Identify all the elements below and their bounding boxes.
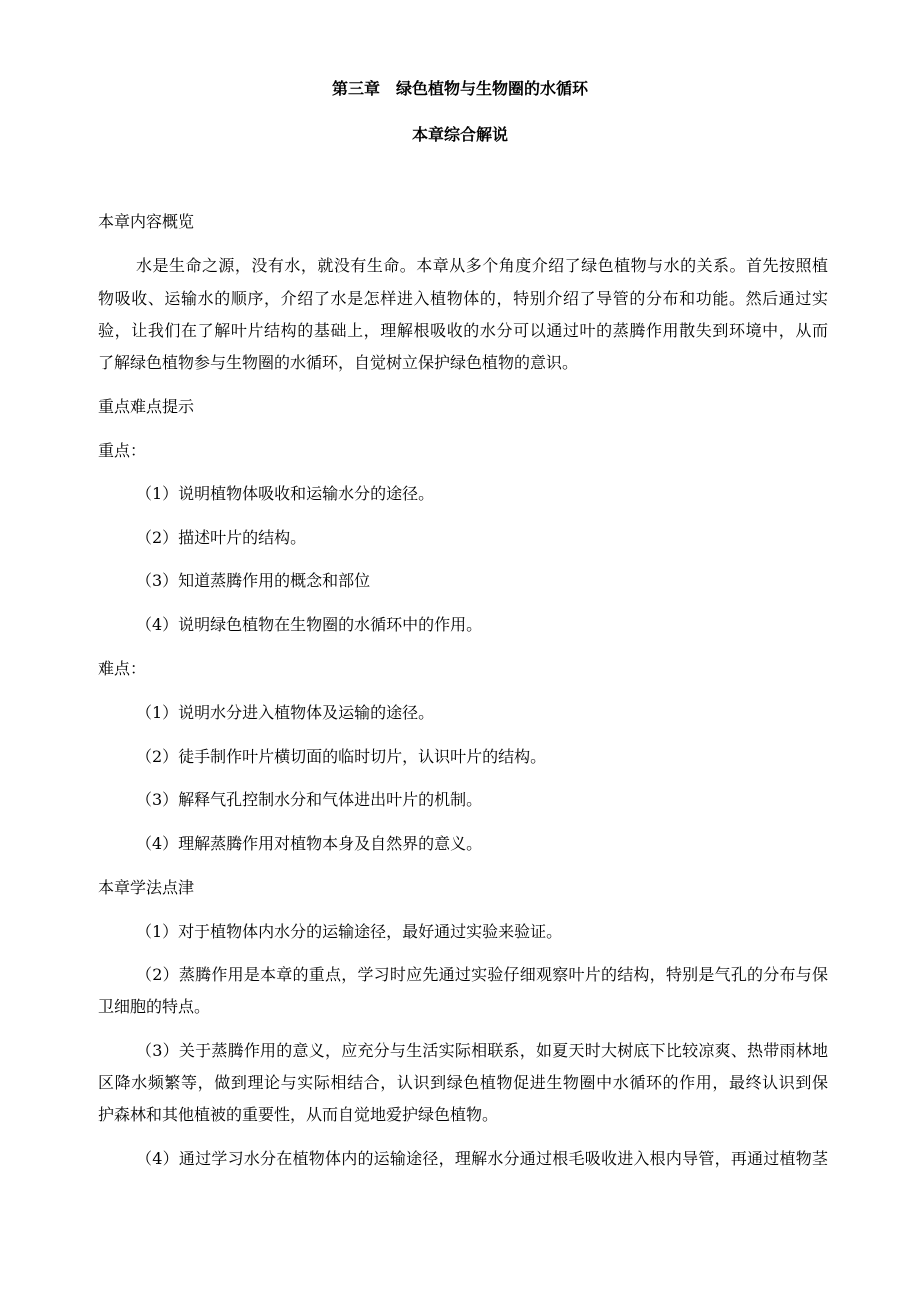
overview-line-1: 水是生命之源，没有水，就没有生命。本章从多个角度介绍了绿色植物与水的关系。首先按照植: [136, 256, 828, 275]
difficulty-label: 难点：: [98, 659, 147, 678]
focus-item-3: （3）知道蒸腾作用的概念和部位: [136, 571, 371, 590]
overview-line-2: 物吸收、运输水的顺序，介绍了水是怎样进入植物体的，特别介绍了导管的分布和功能。然后通过实: [98, 289, 828, 308]
focus-item-1: （1）说明植物体吸收和运输水分的途径。: [136, 484, 435, 503]
overview-line-3: 验，让我们在了解叶片结构的基础上，理解根吸收的水分可以通过叶的蒸腾作用散失到环境中，从而: [98, 321, 828, 340]
study-item-3-line-3: 护森林和其他植被的重要性，从而自觉地爱护绿色植物。: [98, 1105, 499, 1124]
focus-label: 重点：: [98, 441, 147, 460]
focus-item-2: （2）描述叶片的结构。: [136, 528, 307, 547]
difficulty-item-3: （3）解释气孔控制水分和气体进出叶片的机制。: [136, 790, 483, 809]
overview-heading: 本章内容概览: [98, 212, 195, 231]
study-item-3-line-2: 区降水频繁等，做到理论与实际相结合，认识到绿色植物促进生物圈中水循环的作用，最终认识到保: [98, 1073, 828, 1092]
study-item-2-line-1: （2）蒸腾作用是本章的重点，学习时应先通过实验仔细观察叶片的结构，特别是气孔的分布与保: [136, 965, 828, 984]
study-item-1: （1）对于植物体内水分的运输途径，最好通过实验来验证。: [136, 922, 563, 941]
study-item-4-line-1: （4）通过学习水分在植物体内的运输途径，理解水分通过根毛吸收进入根内导管，再通过植物茎: [136, 1149, 828, 1168]
study-item-2-line-2: 卫细胞的特点。: [98, 997, 211, 1016]
chapter-title: 第三章 绿色植物与生物圈的水循环: [331, 79, 588, 98]
difficulty-item-1: （1）说明水分进入植物体及运输的途径。: [136, 703, 435, 722]
study-methods-heading: 本章学法点津: [98, 878, 195, 897]
study-item-3-line-1: （3）关于蒸腾作用的意义，应充分与生活实际相联系，如夏天时大树底下比较凉爽、热带雨林地: [136, 1041, 828, 1060]
key-points-heading: 重点难点提示: [98, 397, 195, 416]
difficulty-item-2: （2）徒手制作叶片横切面的临时切片，认识叶片的结构。: [136, 747, 547, 766]
focus-item-4: （4）说明绿色植物在生物圈的水循环中的作用。: [136, 615, 483, 634]
overview-line-4: 了解绿色植物参与生物圈的水循环，自觉树立保护绿色植物的意识。: [98, 353, 579, 372]
difficulty-item-4: （4）理解蒸腾作用对植物本身及自然界的意义。: [136, 834, 483, 853]
chapter-subtitle: 本章综合解说: [411, 125, 508, 144]
